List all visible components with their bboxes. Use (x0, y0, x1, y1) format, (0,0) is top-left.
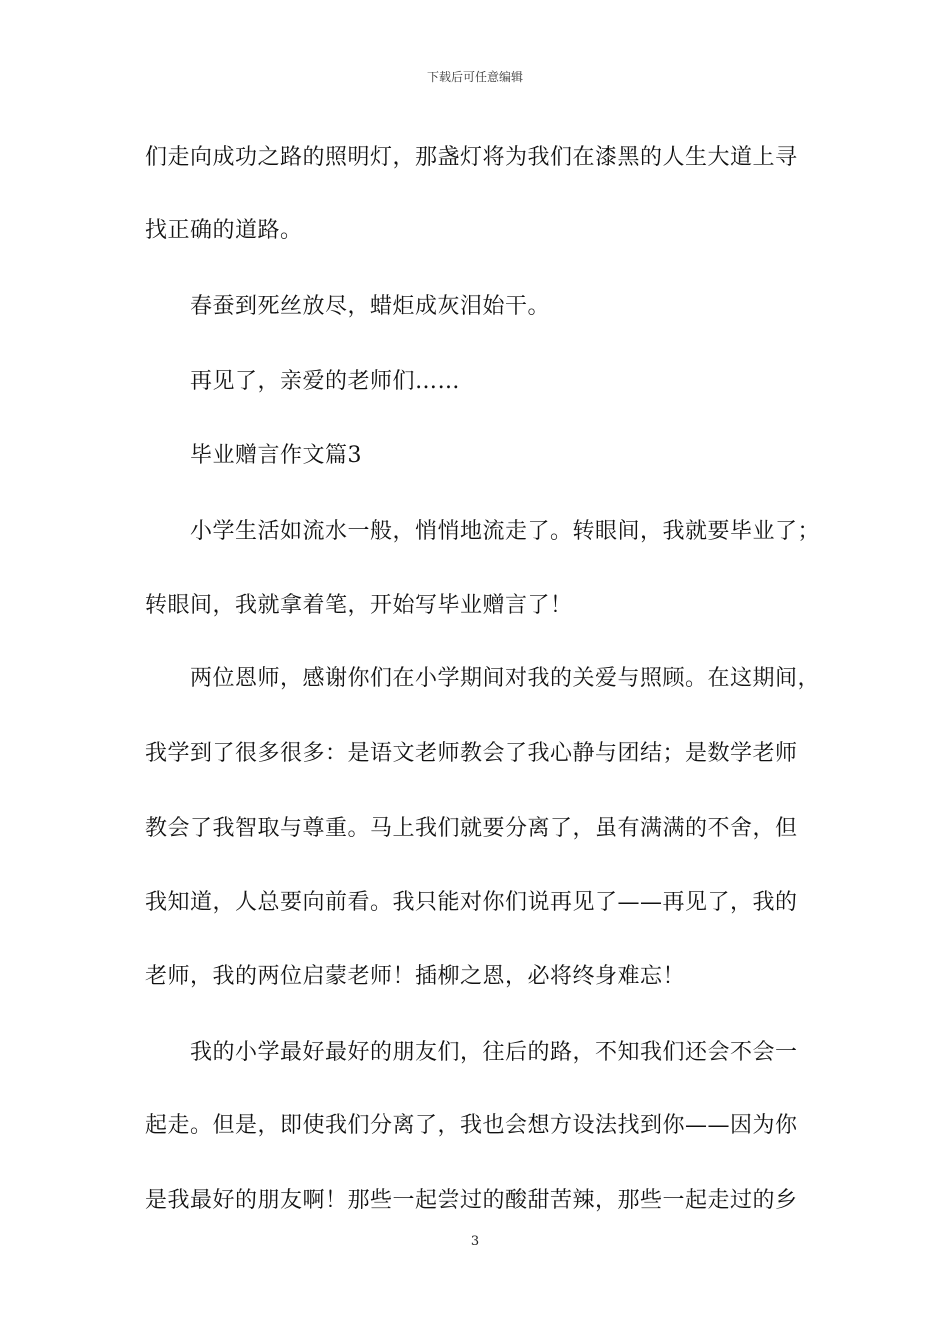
text-line: 两位恩师，感谢你们在小学期间对我的关爱与照顾。在这期间， (190, 666, 821, 691)
text-line: 是我最好的朋友啊！那些一起尝过的酸甜苦辣，那些一起走过的乡 (145, 1188, 798, 1213)
page-number: 3 (470, 1234, 480, 1249)
page-header: 下载后可任意编辑 (426, 70, 523, 84)
text-line: 我知道，人总要向前看。我只能对你们说再见了——再见了，我的 (145, 890, 798, 915)
text-line: 起走。但是，即使我们分离了，我也会想方设法找到你——因为你 (145, 1113, 798, 1138)
text-line: 转眼间，我就拿着笔，开始写毕业赠言了！ (145, 593, 573, 618)
section-heading: 毕业赠言作文篇3 (190, 443, 362, 468)
text-line: 老师，我的两位启蒙老师！插柳之恩，必将终身难忘！ (145, 964, 686, 989)
text-line: 教会了我智取与尊重。马上我们就要分离了，虽有满满的不舍，但 (145, 816, 798, 841)
text-line: 再见了，亲爱的老师们…… (190, 369, 461, 394)
text-line: 们走向成功之路的照明灯，那盏灯将为我们在漆黑的人生大道上寻 (145, 145, 798, 170)
text-line: 小学生活如流水一般，悄悄地流走了。转眼间，我就要毕业了； (190, 519, 821, 544)
text-line: 我的小学最好最好的朋友们，往后的路，不知我们还会不会一 (190, 1040, 798, 1065)
text-line: 我学到了很多很多：是语文老师教会了我心静与团结；是数学老师 (145, 741, 798, 766)
text-line: 春蚕到死丝放尽，蜡炬成灰泪始干。 (190, 294, 551, 319)
text-line: 找正确的道路。 (145, 218, 303, 243)
